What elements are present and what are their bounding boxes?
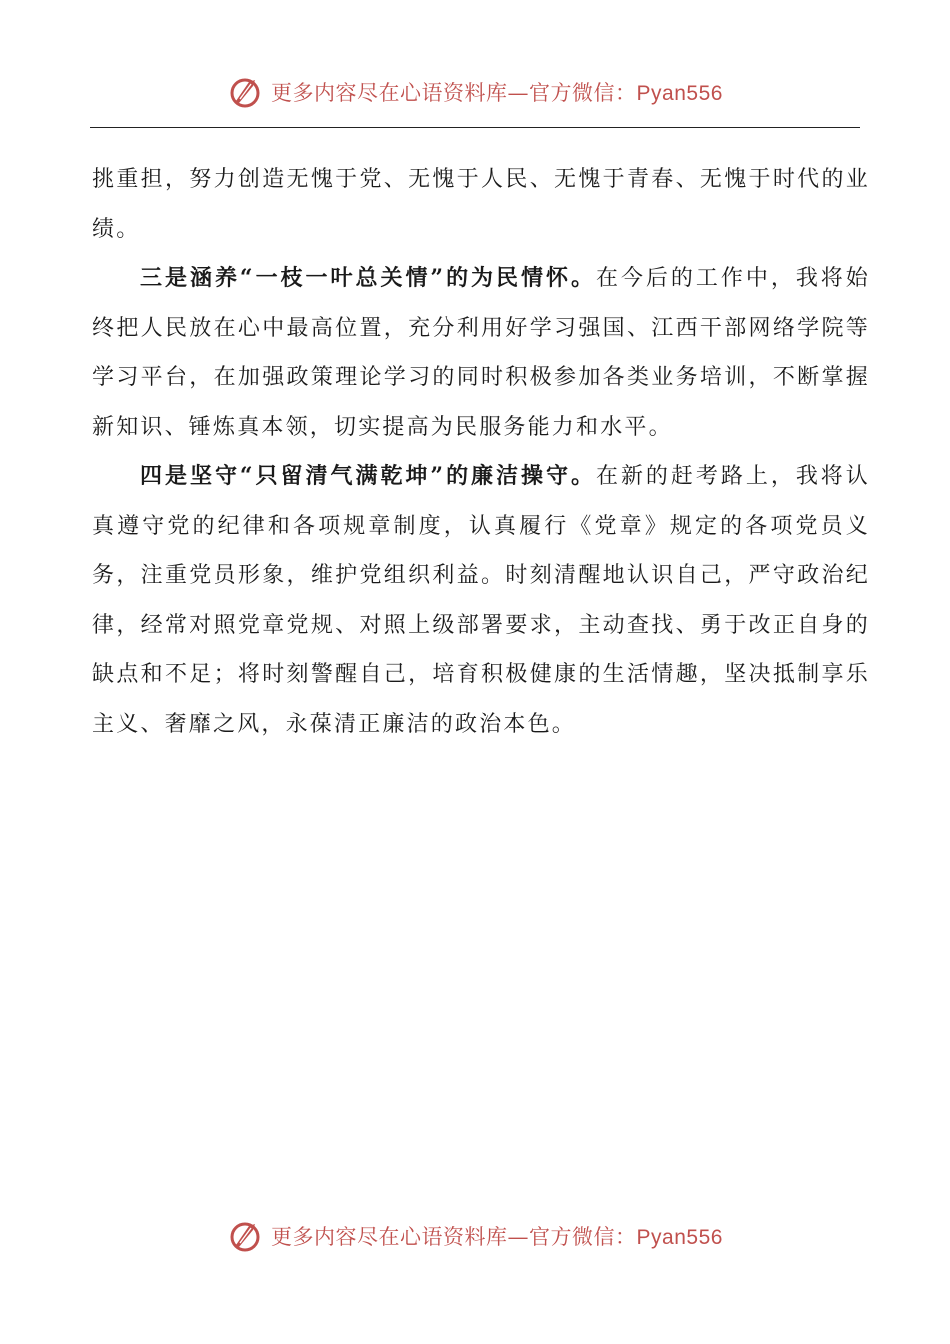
paragraph-point-four (92, 452, 870, 749)
footer-banner (0, 1214, 950, 1258)
header-banner-text (271, 77, 723, 107)
document-body (92, 155, 870, 749)
pen-nib-circle-icon (227, 74, 263, 110)
footer-banner-id: Pyan556 (636, 1226, 723, 1249)
paragraph-body: 挑重担，努力创造无愧于党、无愧于人民、无愧于青春、无愧于时代的业绩。 (92, 167, 870, 242)
paragraph-body: 在新的赶考路上，我将认真遵守党的纪律和各项规章制度，认真履行《党章》规定的各项党员义务，注重党员形象，维护党组织利益。时刻清醒地认识自己，严守政治纪律，经常对照党章党规、对照上级部署要求，主动查找、勇于改正自身的缺点和不足；将时刻警醒自己，培育积极健康的生活情趣，坚决抵制享乐主义、奢靡之风，永葆清正廉洁的政治本色。 (92, 464, 870, 737)
pen-nib-circle-icon (227, 1218, 263, 1254)
footer-banner-label: 更多内容尽在心语资料库—官方微信： (271, 1225, 637, 1249)
footer-banner-text (271, 1221, 723, 1251)
paragraph-point-three (92, 254, 870, 452)
header-banner (0, 70, 950, 114)
header-divider (90, 127, 860, 128)
header-banner-id: Pyan556 (636, 82, 723, 105)
paragraph-lead-heading: 三是涵养“一枝一叶总关情”的为民情怀。 (140, 265, 596, 291)
header-banner-label: 更多内容尽在心语资料库—官方微信： (271, 81, 637, 105)
paragraph-body: 在今后的工作中，我将始终把人民放在心中最高位置，充分利用好学习强国、江西干部网络学院等学习平台，在加强政策理论学习的同时积极参加各类业务培训，不断掌握新知识、锤炼真本领，切实提高为民服务能力和水平。 (92, 266, 870, 440)
paragraph-lead-heading: 四是坚守“只留清气满乾坤”的廉洁操守。 (140, 463, 596, 489)
paragraph-continuation (92, 155, 870, 254)
